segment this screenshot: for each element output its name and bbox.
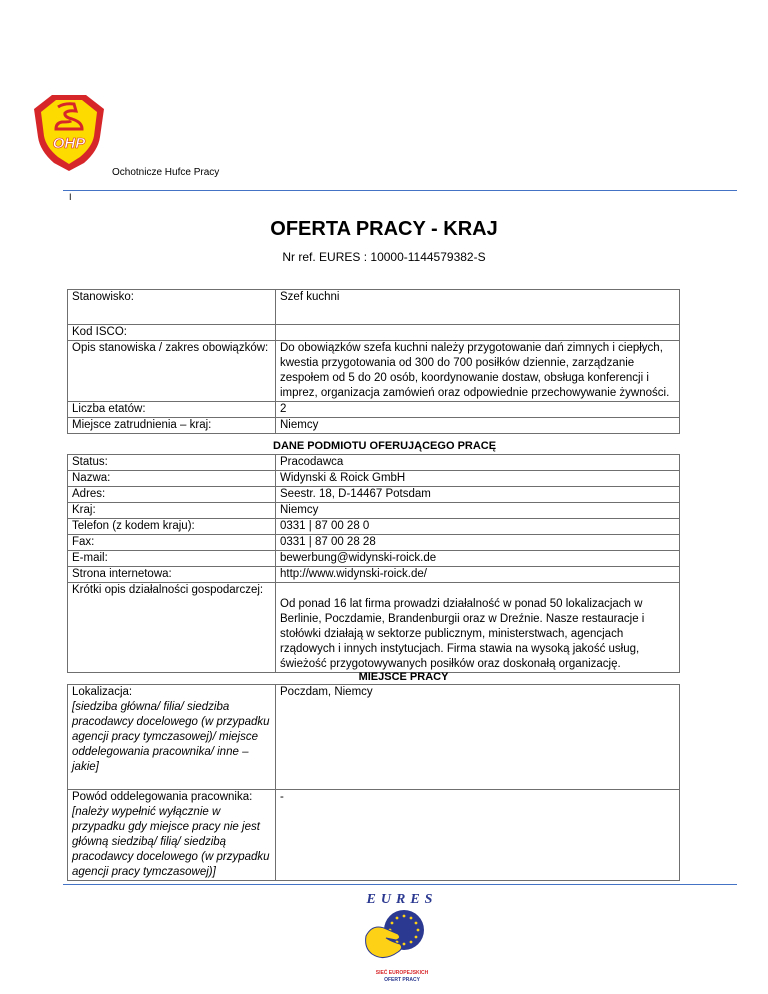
employer-table [67,454,680,673]
table-row [68,790,680,881]
header-mark: I [69,192,72,202]
kraj-label: Kraj: [68,503,276,519]
workplace-section-title: MIEJSCE PRACY [358,671,449,683]
table-row [68,535,680,551]
liczba-etatow-label: Liczba etatów: [68,402,276,418]
miejsce-zatrudnienia-value: Niemcy [276,418,680,434]
status-value: Pracodawca [276,455,680,471]
powod-note: [należy wypełnić wyłącznie w przypadku gdy miejsce pracy nie jest główną siedzibą/ filią/ siedzibą pracodawcy docelowego (w przypadku agencji pracy tymczasowej)] [72,806,270,878]
email-link[interactable]: bewerbung@widynski-roick.de [276,551,680,567]
eures-logo [358,890,446,986]
eures-logo-text: EURES [366,892,438,907]
organization-name: Ochotnicze Hufce Pracy [112,167,220,178]
table-row [68,471,680,487]
table-row [68,519,680,535]
lokalizacja-cell [68,685,276,790]
adres-label: Adres: [68,487,276,503]
table-row [68,551,680,567]
opis-stanowiska-label: Opis stanowiska / zakres obowiązków: [68,341,276,402]
nazwa-value: Widynski & Roick GmbH [276,471,680,487]
lokalizacja-note: [siedziba główna/ filia/ siedziba pracodawcy docelowego (w przypadku agencji pracy tymczasowej)/ miejsce oddelegowania pracownika/ inne – jakie] [72,701,270,773]
liczba-etatow-value: 2 [276,402,680,418]
lokalizacja-value: Poczdam, Niemcy [276,685,680,790]
website-link[interactable]: http://www.widynski-roick.de/ [276,567,680,583]
nazwa-label: Nazwa: [68,471,276,487]
status-label: Status: [68,455,276,471]
table-row [68,402,680,418]
reference-number: Nr ref. EURES : 10000-1144579382-S [282,250,486,264]
page-title: OFERTA PRACY - KRAJ [270,218,498,240]
opis-stanowiska-value: Do obowiązków szefa kuchni należy przygotowanie dań zimnych i ciepłych, kwestia przygotowania od 300 do 700 posiłków dziennie, zarządzanie zespołem od 5 do 20 osób, koordynowanie dostaw, obsługa konferencji i imprez, organizacja zamówień oraz odpowiednie przechowywanie żywności. [276,341,680,402]
fax-label: Fax: [68,535,276,551]
eures-tagline-1: SIEĆ EUROPEJSKICH [375,970,429,976]
table-row [68,583,680,673]
table-row [68,455,680,471]
table-row [68,341,680,402]
table-row [68,325,680,341]
stanowisko-label: Stanowisko: [68,290,276,325]
workplace-table [67,684,680,881]
adres-value: Seestr. 18, D-14467 Potsdam [276,487,680,503]
powod-cell [68,790,276,881]
job-details-table [67,289,680,434]
website-label: Strona internetowa: [68,567,276,583]
kraj-value: Niemcy [276,503,680,519]
stanowisko-value: Szef kuchni [276,290,680,325]
table-row [68,418,680,434]
ohp-logo [26,89,112,175]
table-row [68,567,680,583]
employer-section-title: DANE PODMIOTU OFERUJĄCEGO PRACĘ [273,440,497,452]
kod-isco-value [276,325,680,341]
fax-value: 0331 | 87 00 28 28 [276,535,680,551]
powod-value: - [276,790,680,881]
opis-dzialalnosci-label: Krótki opis działalności gospodarczej: [68,583,276,673]
table-row [68,503,680,519]
header-rule [63,190,737,191]
miejsce-zatrudnienia-label: Miejsce zatrudnienia – kraj: [68,418,276,434]
table-row [68,487,680,503]
eures-tagline-2: OFERT PRACY [384,977,420,983]
table-row [68,290,680,325]
opis-dzialalnosci-value: Od ponad 16 lat firma prowadzi działalność w ponad 50 lokalizacjach w Berlinie, Poczdamie, Brandenburgii oraz w Dreźnie. Nasze restauracje i stołówki działają w sektorze publicznym, ministerstwach, agencjach rządowych i innych instytucjach. Firma stawia na wysoką jakość usług, świeżość przygotowywanych posiłków oraz doskonałą organizację. [276,583,680,673]
email-label: E-mail: [68,551,276,567]
ohp-logo-text: OHP [52,135,86,152]
lokalizacja-label: Lokalizacja: [72,686,133,698]
kod-isco-label: Kod ISCO: [68,325,276,341]
table-row [68,685,680,790]
telefon-value: 0331 | 87 00 28 0 [276,519,680,535]
telefon-label: Telefon (z kodem kraju): [68,519,276,535]
powod-label: Powód oddelegowania pracownika: [72,791,253,803]
footer-rule [63,884,737,885]
